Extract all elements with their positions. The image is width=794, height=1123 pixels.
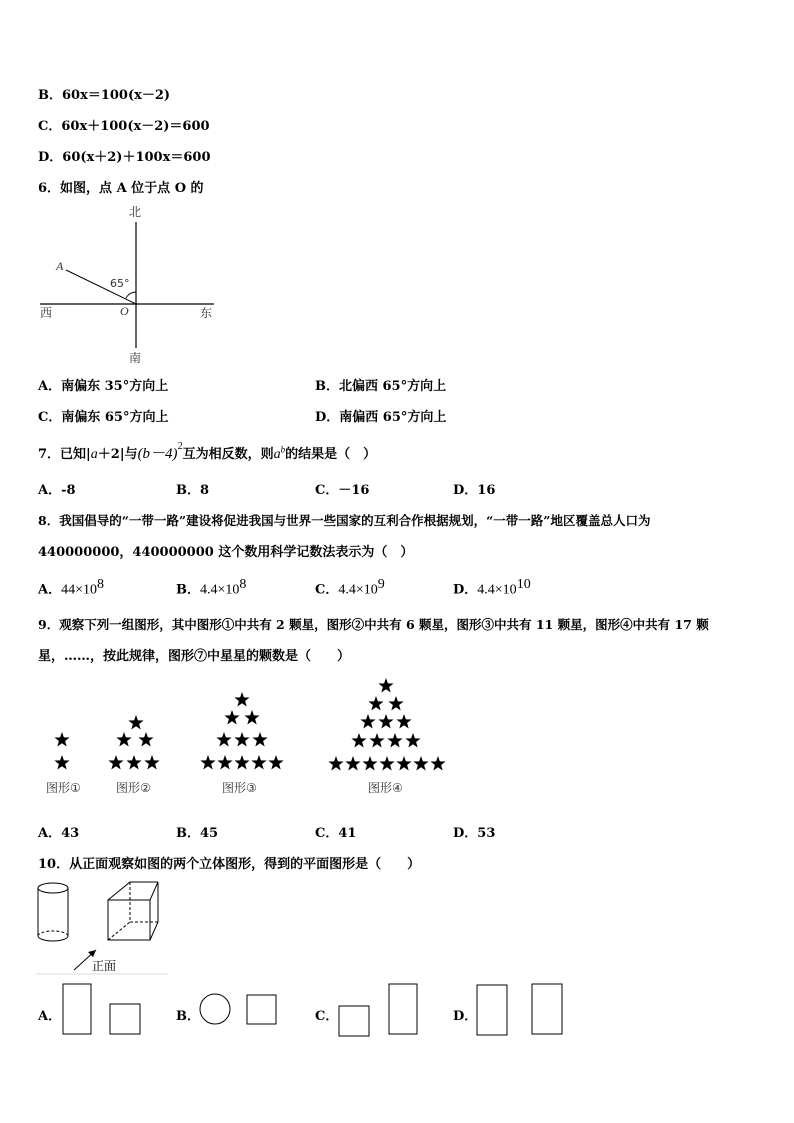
q10-option-a-label: A． — [38, 1009, 62, 1024]
q9-star-pattern-figure — [36, 672, 476, 802]
q7-base: a — [273, 447, 281, 462]
q6-stem: 6．如图，点 A 位于点 O 的 — [38, 181, 204, 196]
q7-stem-mid: 互为相反数，则 — [182, 447, 274, 462]
q8-option-b-mantissa: 4.4×10 — [200, 582, 240, 598]
q10-option-b-label: B． — [176, 1009, 200, 1024]
east-label: 东 — [200, 306, 213, 320]
q7-stem-post: 的结果是（ ） — [285, 447, 377, 462]
q8-option-c-mantissa: 4.4×10 — [338, 582, 378, 598]
stars-figure-4 — [328, 678, 445, 771]
q10-solids-figure — [36, 878, 168, 976]
q8-option-d-label: D． — [453, 582, 478, 598]
q7-paren: (b－4) — [137, 446, 178, 462]
q8-option-a — [38, 577, 104, 598]
q8-option-a-mantissa: 44×10 — [61, 582, 97, 598]
figure-1-label: 图形① — [46, 781, 81, 795]
angle-label: 65° — [110, 277, 130, 290]
q9-stem-line1: 9．观察下列一组图形，其中图形①中共有 2 颗星，图形②中共有 6 颗星，图形③中共有 11 颗星，图形④中共有 17 颗 — [38, 617, 709, 632]
q9-option-b: B．45 — [176, 826, 219, 841]
q7-stem-pre: 7．已知| — [38, 447, 91, 462]
q10-option-c-label: C． — [315, 1009, 339, 1024]
q8-option-b-label: B． — [176, 582, 200, 598]
q9-option-d: D．53 — [453, 826, 496, 841]
q8-option-d-exponent: 10 — [516, 577, 531, 592]
figure-2-label: 图形② — [116, 781, 151, 795]
q10-option-b-figure — [196, 990, 280, 1030]
q6-option-d: D．南偏西 65°方向上 — [315, 410, 447, 425]
q6-option-a: A．南偏东 35°方向上 — [38, 379, 169, 394]
q9-option-a: A．43 — [38, 826, 80, 841]
stars-figure-3 — [200, 692, 283, 770]
figure-3-label: 图形③ — [222, 781, 257, 795]
q8-option-a-exponent: 8 — [97, 577, 104, 592]
q5-option-d: D．60(x＋2)＋100x＝600 — [38, 150, 211, 165]
q10-option-c-figure — [336, 982, 422, 1038]
stars-figure-1 — [54, 732, 69, 770]
cylinder-shape — [38, 883, 68, 941]
q7-stem — [38, 442, 376, 463]
q10-option-d-figure — [474, 982, 568, 1038]
cube-shape — [108, 882, 158, 940]
q8-option-c-exponent: 9 — [377, 577, 385, 592]
west-label: 西 — [40, 306, 53, 320]
q8-option-d-mantissa: 4.4×10 — [477, 582, 517, 598]
stars-figure-2 — [108, 715, 159, 770]
front-view-label: 正面 — [92, 959, 117, 973]
south-label: 南 — [129, 351, 142, 365]
figure-4-label: 图形④ — [368, 781, 403, 795]
q10-option-d-label: D． — [453, 1009, 478, 1024]
north-label: 北 — [129, 205, 142, 219]
q6-option-c: C．南偏东 65°方向上 — [38, 410, 169, 425]
q5-option-c: C．60x＋100(x－2)＝600 — [38, 119, 210, 134]
q8-stem-line1: 8．我国倡导的“一带一路”建设将促进我国与世界一些国家的互利合作根据规划，“一带一路”地区覆盖总人口为 — [38, 513, 651, 528]
q8-option-a-label: A． — [38, 582, 62, 598]
q7-abs-rest: ＋2|与 — [97, 447, 138, 462]
point-o-label: O — [120, 304, 129, 318]
q6-direction-figure — [36, 200, 226, 368]
q10-stem: 10．从正面观察如图的两个立体图形，得到的平面图形是（ ） — [38, 857, 421, 872]
q8-option-c-label: C． — [315, 582, 339, 598]
q5-option-b: B．60x＝100(x－2) — [38, 88, 171, 103]
q7-option-c: C．－16 — [315, 483, 370, 498]
q7-option-b: B．8 — [176, 483, 210, 498]
q7-exp: b — [280, 444, 286, 455]
q8-option-d — [453, 577, 531, 598]
q6-option-b: B．北偏西 65°方向上 — [315, 379, 447, 394]
q8-option-b-exponent: 8 — [239, 577, 247, 592]
point-a-label: A — [56, 259, 64, 273]
q7-option-d: D．16 — [453, 483, 496, 498]
q10-option-a-figure — [60, 982, 146, 1038]
q7-option-a: A．-8 — [38, 483, 76, 498]
q9-option-c: C．41 — [315, 826, 357, 841]
q9-stem-line2: 星，……，按此规律，图形⑦中星星的颗数是（ ） — [38, 649, 351, 664]
q8-option-b — [176, 577, 246, 598]
q8-option-c — [315, 577, 385, 598]
q7-abs-var: a — [90, 447, 98, 462]
q8-stem-line2: 440000000，440000000 这个数用科学记数法表示为（ ） — [38, 545, 414, 560]
q7-power: 2 — [177, 440, 183, 452]
